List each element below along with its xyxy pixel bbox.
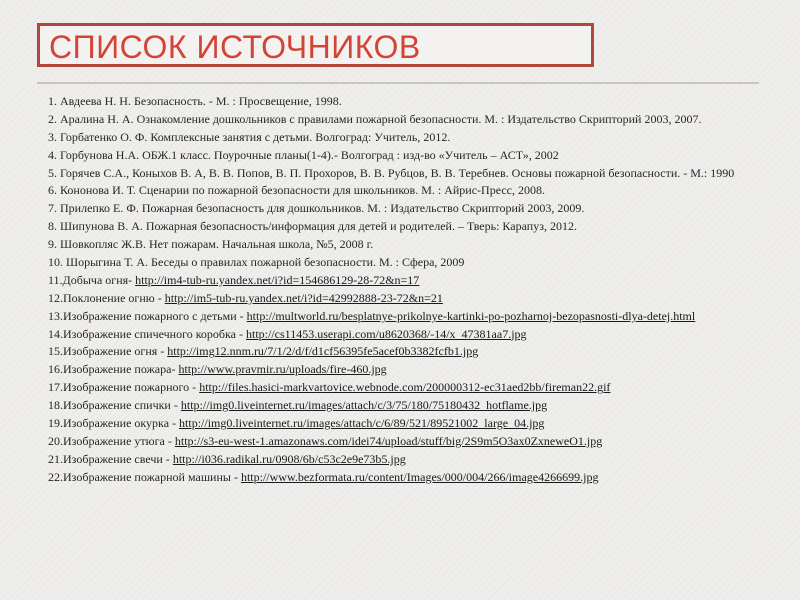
reference-item (48, 166, 768, 181)
references-list (48, 94, 768, 488)
reference-text: 11.Добыча огня- (48, 272, 136, 287)
reference-link[interactable]: http://multworld.ru/besplatnye-prikolnye-kartinki-po-pozharnoj-bezopasnosti-dlya-detej.html (246, 308, 696, 323)
reference-text: 13.Изображение пожарного с детьми - (48, 308, 247, 323)
reference-item (48, 344, 768, 359)
reference-text: 14.Изображение спичечного коробка - (48, 326, 247, 341)
reference-item (48, 183, 768, 198)
reference-text: 20.Изображение утюга - (48, 433, 175, 448)
reference-text: 2. Аралина Н. А. Ознакомление дошкольников с правилами пожарной безопасности. М. : Издательство Скрипторий 2003, 2007. (48, 111, 702, 126)
reference-text: 17.Изображение пожарного - (48, 380, 200, 395)
slide-title: СПИСОК ИСТОЧНИКОВ (49, 29, 421, 65)
reference-text: 7. Прилепко Е. Ф. Пожарная безопасность для дошкольников. М. : Издательство Скрипторий 2003, 2009. (48, 201, 585, 216)
reference-text: 21.Изображение свечи - (48, 451, 173, 466)
reference-link[interactable]: http://img12.nnm.ru/7/1/2/d/f/d1cf56395fe5acef0b3382fcfb1.jpg (167, 344, 479, 359)
reference-text: 15.Изображение огня - (48, 344, 168, 359)
reference-text: 9. Шовкопляс Ж.В. Нет пожарам. Начальная школа, №5, 2008 г. (48, 237, 374, 252)
reference-item (48, 380, 768, 395)
reference-item (48, 237, 768, 252)
title-box (37, 23, 594, 67)
reference-item (48, 398, 768, 413)
reference-link[interactable]: http://img0.liveinternet.ru/images/attach/c/3/75/180/75180432_hotflame.jpg (180, 398, 548, 413)
reference-link[interactable]: http://im4-tub-ru.yandex.net/i?id=154686129-28-72&n=17 (135, 272, 420, 287)
reference-text: 1. Авдеева Н. Н. Безопасность. - М. : Просвещение, 1998. (48, 94, 342, 108)
reference-text: 22.Изображение пожарной машины - (48, 469, 241, 484)
reference-item (48, 219, 768, 234)
reference-link[interactable]: http://img0.liveinternet.ru/images/attach/c/6/89/521/89521002_large_04.jpg (179, 416, 545, 431)
reference-item (48, 148, 768, 163)
reference-item (48, 470, 768, 485)
reference-item (48, 112, 768, 127)
reference-link[interactable]: http://im5-tub-ru.yandex.net/i?id=42992888-23-72&n=21 (164, 290, 443, 305)
reference-item (48, 434, 768, 449)
reference-item (48, 362, 768, 377)
reference-link[interactable]: http://s3-eu-west-1.amazonaws.com/idei74/upload/stuff/big/2S9m5O3ax0ZxneweO1.jpg (174, 433, 603, 448)
reference-text: 5. Горячев С.А., Коныхов В. А, В. В. Попов, В. П. Прохоров, В. В. Рубцов, В. В. Теребнев. Основы пожарной безопасности. - М.: 1990 (48, 165, 735, 180)
reference-item (48, 327, 768, 342)
reference-text: 12.Поклонение огню - (48, 290, 165, 305)
reference-link[interactable]: http://cs11453.userapi.com/u8620368/-14/x_47381aa7.jpg (246, 326, 527, 341)
reference-text: 4. Горбунова Н.А. ОБЖ.1 класс. Поурочные планы(1-4).- Волгоград : изд-во «Учитель – АСТ», 2002 (48, 147, 559, 162)
reference-text: 16.Изображение пожара- (48, 362, 179, 377)
reference-text: 18.Изображение спички - (48, 398, 181, 413)
reference-text: 10. Шорыгина Т. А. Беседы о правилах пожарной безопасности. М. : Сфера, 2009 (48, 255, 465, 270)
reference-item (48, 201, 768, 216)
title-divider (37, 82, 759, 84)
reference-text: 19.Изображение окурка - (48, 416, 180, 431)
reference-item (48, 291, 768, 306)
reference-link[interactable]: http://www.bezformata.ru/content/Images/000/004/266/image4266699.jpg (240, 469, 599, 484)
reference-item (48, 416, 768, 431)
reference-item (48, 94, 768, 109)
reference-link[interactable]: http://www.pravmir.ru/uploads/fire-460.jpg (178, 362, 387, 377)
reference-link[interactable]: http://files.hasici-markvartovice.webnode.com/200000312-ec31aed2bb/fireman22.gif (199, 380, 611, 395)
reference-item (48, 452, 768, 467)
reference-item (48, 273, 768, 288)
reference-text: 8. Шипунова В. А. Пожарная безопасность/информация для детей и родителей. – Тверь: Карапуз, 2012. (48, 219, 577, 234)
reference-link[interactable]: http://i036.radikal.ru/0908/6b/c53c2e9e73b5.jpg (172, 451, 406, 466)
reference-text: 6. Кононова И. Т. Сценарии по пожарной безопасности для школьников. М. : Айрис-Пресс, 2008. (48, 183, 545, 198)
reference-item (48, 255, 768, 270)
reference-text: 3. Горбатенко О. Ф. Комплексные занятия с детьми. Волгоград: Учитель, 2012. (48, 129, 451, 144)
reference-item (48, 309, 768, 324)
reference-item (48, 130, 768, 145)
